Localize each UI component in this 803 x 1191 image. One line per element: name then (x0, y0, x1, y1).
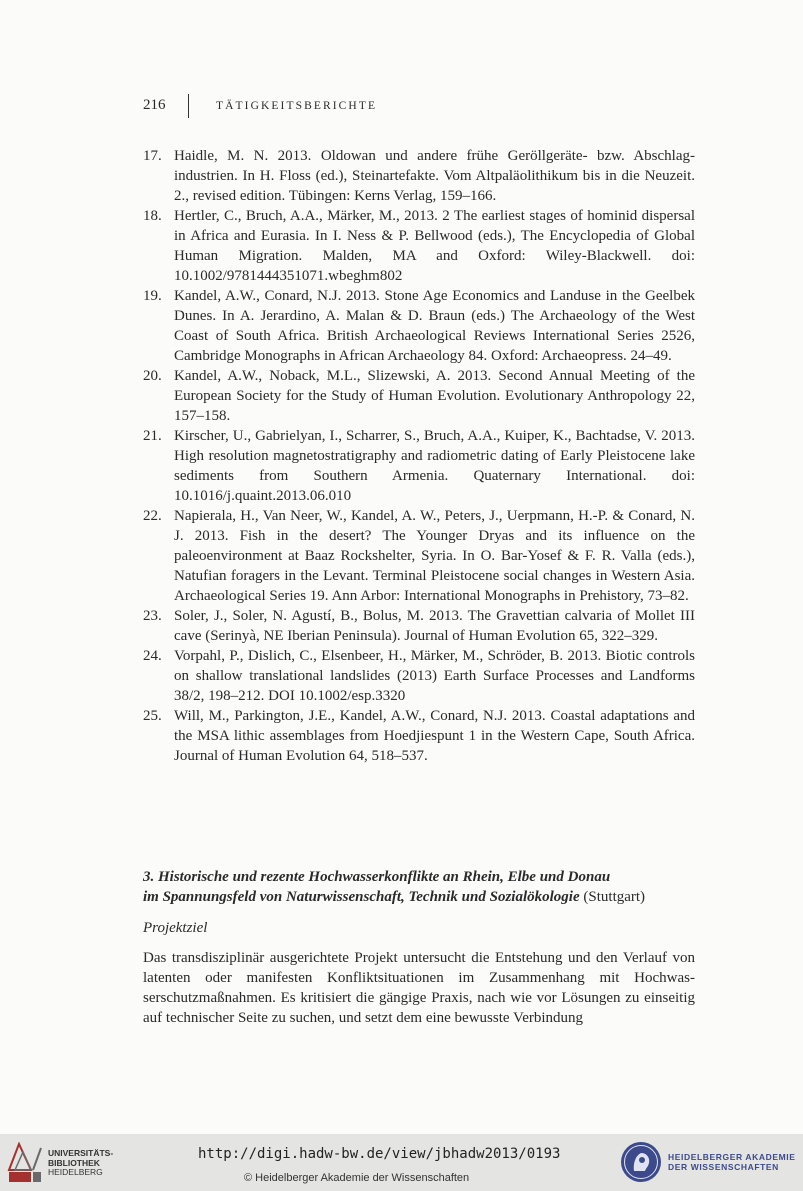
reference-number: 19. (143, 288, 162, 304)
reference-number: 17. (143, 148, 162, 164)
reference-text: Hertler, C., Bruch, A.A., Märker, M., 2013. 2 The earliest stages of hominid dispersal in Africa and Eurasia. In I. Ness & P. Bellwood (eds.), The Encyclopedia of Global Human Migration. Malden, MA and Oxford: Wiley-Blackwell. doi: 10.1002/9781444351071.wbeghm802 (174, 208, 695, 284)
reference-number: 25. (143, 708, 162, 724)
reference-text: Kirscher, U., Gabrielyan, I., Scharrer, S., Bruch, A.A., Kuiper, K., Bachtadse, V. 2013. High resolution magnetostratigraphy and radiometric dating of Early Pleistocene lake sediments from Southern Armenia. Quaternary International. doi: 10.1016/j.quaint.2013.06.010 (174, 428, 695, 504)
section-title-line2: im Spannungsfeld von Naturwissenschaft, Technik und Sozialökologie (143, 889, 580, 905)
reference-text: Kandel, A.W., Noback, M.L., Slizewski, A. 2013. Second Annual Meeting of the European Society for the Study of Human Evolution. Evolutionary Anthropology 22, 157–158. (174, 368, 695, 424)
copyright-notice: © Heidelberger Akademie der Wissenschaften (244, 1172, 470, 1184)
header-divider (188, 94, 189, 118)
section-body: Das transdisziplinär ausgerichtete Projekt untersucht die Entstehung und den Verlauf von latenten oder manifesten Konfliktsituationen im Zusammenhang mit Hochwasserschutzmaßnahmen. Es kritisiert die gängige Praxis, nach wie vor Lösungen zu einseitig auf technischer Seite zu suchen, und setzt dem eine bewusste Verbindung (143, 950, 695, 1026)
reference-text: Soler, J., Soler, N. Agustí, B., Bolus, M. 2013. The Gravettian calvaria of Mollet III cave (Serinyà, NE Iberian Peninsula). Journal of Human Evolution 65, 322–329. (174, 608, 695, 644)
reference-list (143, 146, 695, 766)
footer-bar (0, 1134, 803, 1191)
reference-item (143, 426, 695, 506)
reference-number: 24. (143, 648, 162, 664)
reference-number: 20. (143, 368, 162, 384)
reference-number: 22. (143, 508, 162, 524)
section-title-line1: Historische und rezente Hochwasserkonflikte an Rhein, Elbe und Donau (158, 869, 611, 885)
university-library-logo-icon (7, 1142, 43, 1184)
reference-item (143, 366, 695, 426)
academy-seal-icon (620, 1141, 662, 1183)
reference-item (143, 606, 695, 646)
reference-item (143, 286, 695, 366)
reference-text: Kandel, A.W., Conard, N.J. 2013. Stone Age Economics and Landuse in the Geelbek Dunes. In A. Jerardino, A. Malan & D. Braun (eds.) The Archaeology of the West Coast of South Africa. British Archaeological Reviews International Series 2526, Cambridge Monographs in African Archaeology 84. Oxford: Archaeopress. 24–49. (174, 288, 695, 364)
reference-number: 23. (143, 608, 162, 624)
library-name: UNIVERSITÄTS- BIBLIOTHEK HEIDELBERG (48, 1148, 114, 1177)
section-number: 3. (143, 869, 155, 885)
section-subheading: Projektziel (143, 920, 208, 936)
reference-text: Haidle, M. N. 2013. Oldowan und andere frühe Geröllgeräte- bzw. Abschlagindustrien. In H. Floss (ed.), Steinartefakte. Vom Altpaläolithikum bis in die Neuzeit. 2., revised edition. Tübingen: Kerns Verlag, 159–166. (174, 148, 695, 204)
running-title: TÄTIGKEITSBERICHTE (216, 100, 378, 112)
page-header (143, 94, 703, 120)
reference-item (143, 706, 695, 766)
reference-item (143, 206, 695, 286)
reference-text: Napierala, H., Van Neer, W., Kandel, A. W., Peters, J., Uerpmann, H.-P. & Conard, N. J. 2013. Fish in the desert? The Younger Dryas and its influence on the paleoenvironment at Baaz Rockshelter, Syria. In O. Bar-Yosef & F. R. Valla (eds.), Natufian foragers in the Levant. Terminal Pleistocene social changes in Western Asia. Archaeological Series 19. Ann Arbor: International Monographs in Prehistory, 73–82. (174, 508, 695, 604)
reference-item (143, 646, 695, 706)
section-location: (Stuttgart) (583, 889, 646, 905)
reference-number: 21. (143, 428, 162, 444)
reference-item (143, 146, 695, 206)
reference-item (143, 506, 695, 606)
reference-text: Will, M., Parkington, J.E., Kandel, A.W., Conard, N.J. 2013. Coastal adaptations and the MSA lithic assemblages from Hoedjiespunt 1 in the Western Cape, South Africa. Journal of Human Evolution 64, 518–537. (174, 708, 695, 764)
reference-text: Vorpahl, P., Dislich, C., Elsenbeer, H., Märker, M., Schröder, B. 2013. Biotic controls on shallow translational landslides (2013) Earth Surface Processes and Landforms 38/2, 198–212. DOI 10.1002/esp.3320 (174, 648, 695, 704)
page-number: 216 (143, 97, 166, 113)
reference-number: 18. (143, 208, 162, 224)
permalink-url[interactable]: http://digi.hadw-bw.de/view/jbhadw2013/0193 (198, 1146, 561, 1162)
academy-name: HEIDELBERGER AKADEMIE DER WISSENSCHAFTEN (668, 1152, 796, 1172)
section-title (143, 867, 703, 907)
